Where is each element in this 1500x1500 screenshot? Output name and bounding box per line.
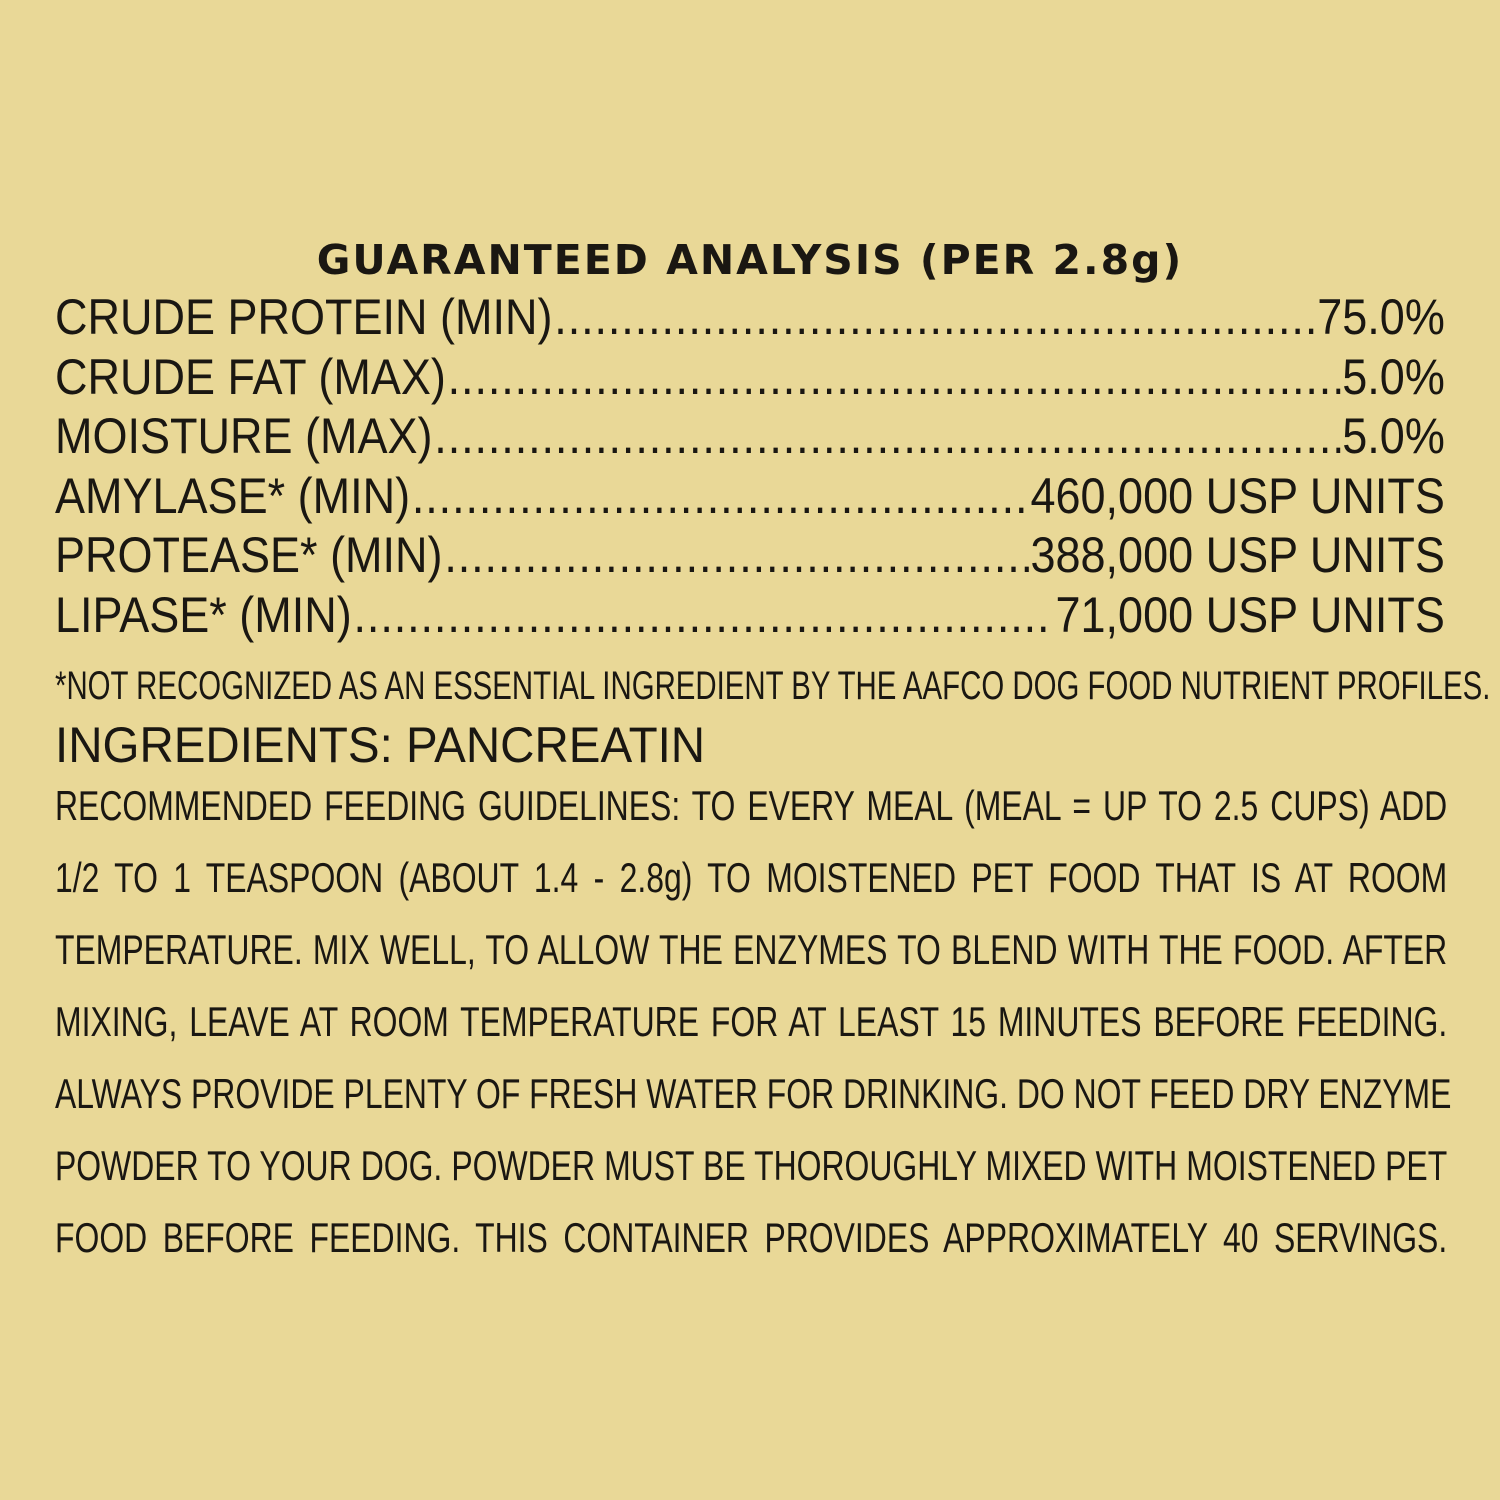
analysis-name: CRUDE FAT (MAX): [55, 348, 446, 405]
guideline-line: FOOD BEFORE FEEDING. THIS CONTAINER PROVIDES APPROXIMATELY 40 SERVINGS.: [55, 1214, 1448, 1261]
analysis-name: LIPASE* (MIN): [55, 586, 352, 643]
analysis-row: [55, 586, 1445, 646]
guideline-line: RECOMMENDED FEEDING GUIDELINES: TO EVERY MEAL (MEAL = UP TO 2.5 CUPS) ADD: [55, 782, 1448, 829]
analysis-row: [55, 348, 1445, 408]
guideline-line: POWDER TO YOUR DOG. POWDER MUST BE THOROUGHLY MIXED WITH MOISTENED PET: [55, 1142, 1448, 1189]
dot-leader: [444, 526, 1028, 586]
dot-leader: [448, 348, 1341, 408]
analysis-name: CRUDE PROTEIN (MIN): [55, 289, 553, 345]
analysis-value: 388,000 USP UNITS: [1030, 527, 1445, 583]
analysis-value: 5.0%: [1342, 348, 1445, 405]
analysis-name: AMYLASE* (MIN): [55, 467, 411, 524]
analysis-row: [55, 467, 1445, 527]
dot-leader: [412, 467, 1029, 527]
analysis-table: [55, 288, 1445, 645]
dot-leader: [354, 586, 1054, 646]
analysis-value: 5.0%: [1342, 408, 1445, 464]
analysis-value: 71,000 USP UNITS: [1055, 586, 1445, 643]
analysis-row: [55, 407, 1445, 467]
guaranteed-analysis-heading: GUARANTEED ANALYSIS (PER 2.8g): [316, 236, 1184, 284]
ingredients-line: INGREDIENTS: PANCREATIN: [55, 717, 706, 773]
guideline-line: 1/2 TO 1 TEASPOON (ABOUT 1.4 - 2.8g) TO MOISTENED PET FOOD THAT IS AT ROOM: [55, 854, 1448, 901]
dot-leader: [554, 288, 1315, 348]
analysis-value: 460,000 USP UNITS: [1030, 467, 1445, 524]
aafco-footnote: *NOT RECOGNIZED AS AN ESSENTIAL INGREDIENT BY THE AAFCO DOG FOOD NUTRIENT PROFILES.: [55, 664, 1491, 708]
dot-leader: [434, 407, 1340, 467]
guideline-line: ALWAYS PROVIDE PLENTY OF FRESH WATER FOR DRINKING. DO NOT FEED DRY ENZYME: [55, 1070, 1452, 1117]
feeding-guidelines: [55, 770, 1452, 1274]
analysis-row: [55, 526, 1445, 586]
guideline-line: TEMPERATURE. MIX WELL, TO ALLOW THE ENZYMES TO BLEND WITH THE FOOD. AFTER: [55, 926, 1448, 973]
analysis-value: 75.0%: [1317, 289, 1445, 345]
guideline-line: MIXING, LEAVE AT ROOM TEMPERATURE FOR AT LEAST 15 MINUTES BEFORE FEEDING.: [55, 998, 1448, 1045]
analysis-row: [55, 288, 1445, 348]
analysis-name: MOISTURE (MAX): [55, 408, 433, 464]
analysis-name: PROTEASE* (MIN): [55, 527, 443, 583]
